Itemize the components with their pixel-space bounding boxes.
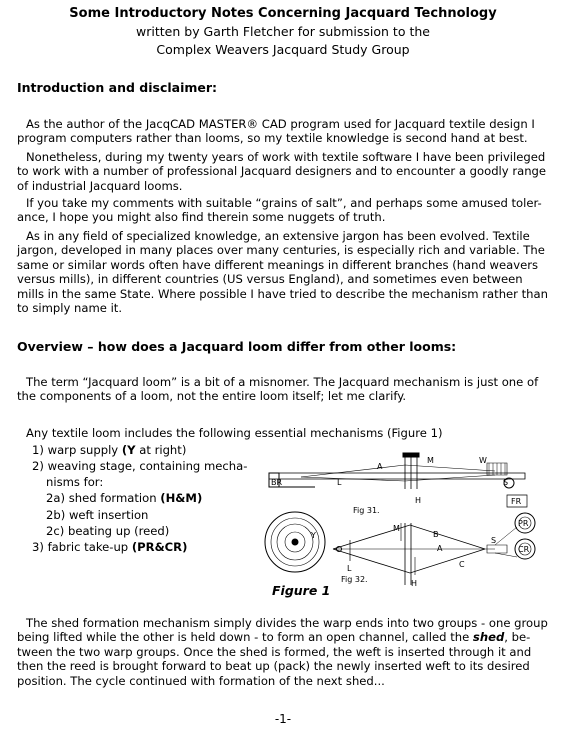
intro-heading: Introduction and disclaimer:: [17, 80, 218, 95]
list-item-weaving-stage: 2) weaving stage, containing mecha-: [32, 459, 248, 473]
list-item-shed-formation: 2a) shed formation (H&M): [46, 491, 203, 505]
loom-diagram: [255, 445, 551, 605]
overview-paragraph-1: The term “Jacquard loom” is a bit of a misnomer. The Jacquard mechanism is just one of the components of a loom, not the entire loom itself; let me clarify.: [17, 375, 539, 404]
intro-paragraph-3: If you take my comments with suitable “grains of salt”, and perhaps some amused toler-ance, I hope you might also find therein some nuggets of truth.: [17, 196, 542, 225]
page-number: -1-: [274, 712, 292, 726]
intro-paragraph-2: Nonetheless, during my twenty years of work with textile software I have been privileged to work with a number of professional Jacquard designers and to encounter a goodly range of industrial Jacquard looms.: [17, 150, 547, 193]
label-l-bottom: L: [347, 564, 352, 573]
label-c: C: [459, 560, 465, 569]
label-w: W: [479, 456, 487, 465]
intro-paragraph-4: As in any field of specialized knowledge, an extensive jargon has been evolved. Textile jargon, developed in many places over many centuries, is especially rich and variable. The same or similar words often have different meanings in different branches (hand weavers versus mills), in different countries (US versus England), and sometimes even between mills in the same State. Where possible I have tried to describe the mechanism rather than to simply name it.: [17, 229, 548, 316]
list-item-warp-supply: 1) warp supply (Y at right): [32, 443, 187, 457]
label-br: BR: [271, 478, 283, 487]
label-b: B: [433, 530, 439, 539]
label-fig32: Fig 32.: [341, 575, 368, 584]
document-title: Some Introductory Notes Concerning Jacquard Technology: [69, 6, 497, 21]
group-line: Complex Weavers Jacquard Study Group: [156, 42, 410, 57]
list-item-beating-up: 2c) beating up (reed): [46, 524, 170, 538]
label-y: Y: [311, 531, 316, 540]
label-m-top: M: [427, 456, 434, 465]
label-pr: PR: [518, 519, 529, 528]
label-fr: FR: [511, 497, 522, 506]
intro-paragraph-1: As the author of the JacqCAD MASTER® CAD program used for Jacquard textile design I program computers rather than looms, so my textile knowledge is second hand at best.: [17, 117, 535, 146]
overview-heading: Overview – how does a Jacquard loom differ from other looms:: [17, 339, 457, 354]
label-a-top: A: [377, 462, 383, 471]
label-m-bottom: M: [393, 524, 400, 533]
author-line: written by Garth Fletcher for submission to the: [136, 24, 430, 39]
list-intro: Any textile loom includes the following essential mechanisms (Figure 1): [26, 426, 443, 440]
list-item-fabric-takeup: 3) fabric take-up (PR&CR): [32, 540, 188, 554]
label-s-top: S: [503, 478, 509, 487]
label-a-bottom: A: [437, 544, 443, 553]
label-h-bottom: H: [411, 579, 418, 588]
label-cr: CR: [518, 545, 530, 554]
figure-caption: Figure 1: [272, 583, 331, 598]
label-fig31: Fig 31.: [353, 506, 380, 515]
label-h-top: H: [415, 496, 422, 505]
overview-paragraph-2: The shed formation mechanism simply divides the warp ends into two groups - one group being lifted while the other is held down - to form an open channel, called the shed, be-tween the two warp groups. Once the shed is formed, the weft is inserted through it and then the reed is brought forward to beat up (pack) the newly inserted weft to its desired position. The cycle continued with formation of the next shed...: [17, 616, 548, 688]
list-item-weft-insertion: 2b) weft insertion: [46, 508, 149, 522]
list-item-weaving-stage-cont: nisms for:: [46, 475, 104, 489]
label-l-top: L: [337, 478, 342, 487]
label-s-bottom: S: [491, 536, 497, 545]
